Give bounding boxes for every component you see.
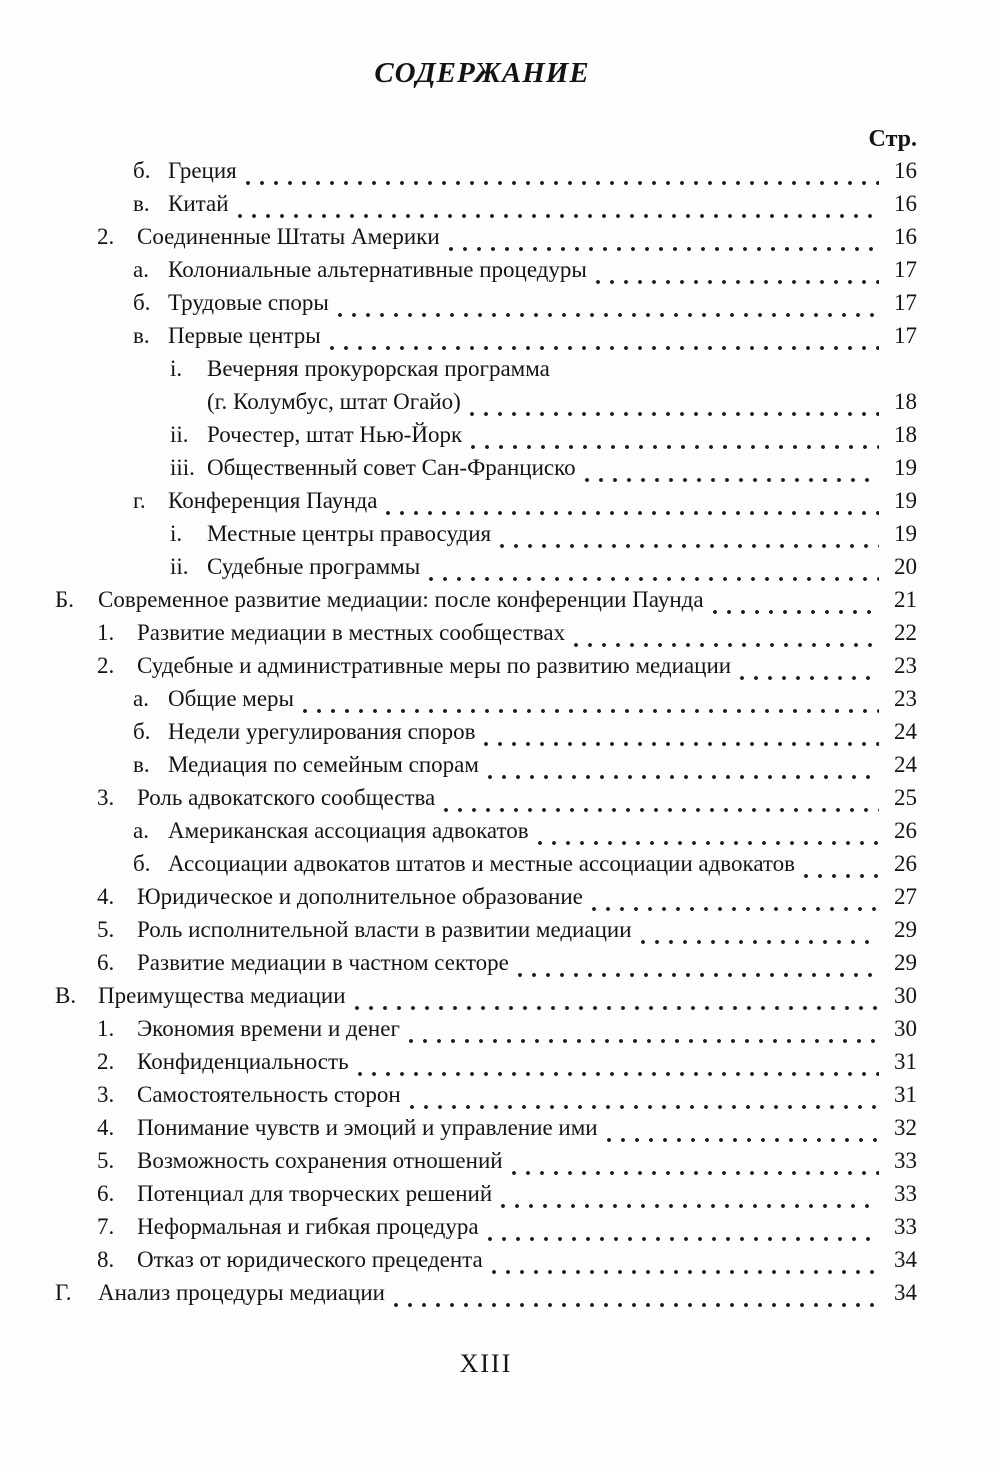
toc-entry-page-number: 20 — [894, 554, 917, 579]
toc-entry-title: Конфиденциальность — [137, 1049, 349, 1074]
toc-entry-label: в. — [133, 323, 150, 348]
toc-entry-title: Ассоциации адвокатов штатов и местные ассоциации адвокатов — [168, 851, 796, 876]
dot-leader — [338, 313, 879, 317]
toc-entry-label: i. — [170, 521, 183, 546]
toc-entry-label: а. — [133, 686, 149, 711]
toc-entry-page-number: 22 — [894, 620, 917, 645]
toc-entry-title: Роль адвокатского сообщества — [137, 785, 436, 810]
toc-entry-page-number: 16 — [894, 158, 917, 183]
dot-leader — [444, 808, 879, 812]
toc-entry-page-number: 27 — [894, 884, 917, 909]
toc-entry — [0, 1016, 917, 1049]
toc-entry — [0, 356, 917, 389]
toc-entry-label: б. — [133, 851, 151, 876]
toc-entry — [0, 686, 917, 719]
toc-entry-title: Развитие медиации в местных сообществах — [137, 620, 566, 645]
toc-entry-title: Трудовые споры — [168, 290, 329, 315]
toc-entry — [0, 752, 917, 785]
toc-entry-label: а. — [133, 257, 149, 282]
toc-entry — [0, 521, 917, 554]
toc-entry-title: Греция — [168, 158, 237, 183]
toc-entry-page-number: 21 — [894, 587, 917, 612]
toc-entry — [0, 1280, 917, 1313]
toc-entry-title: Рочестер, штат Нью-Йорк — [207, 422, 463, 447]
toc-entry-title: Китай — [168, 191, 229, 216]
toc-entry-page-number: 16 — [894, 224, 917, 249]
toc-entry-page-number: 29 — [894, 950, 917, 975]
dot-leader — [740, 676, 879, 680]
toc-entry — [0, 884, 917, 917]
dot-leader — [246, 181, 879, 185]
dot-leader — [592, 907, 879, 911]
toc-entry-label: 1. — [97, 620, 115, 645]
dot-leader — [596, 280, 879, 284]
toc-entry-label: 3. — [97, 1082, 115, 1107]
toc-entry-title: Развитие медиации в частном секторе — [137, 950, 509, 975]
toc-entry-page-number: 34 — [894, 1247, 917, 1272]
toc-entry-label: 6. — [97, 1181, 115, 1206]
toc-entry-label: б. — [133, 719, 151, 744]
toc-entry — [0, 554, 917, 587]
toc-entry-page-number: 24 — [894, 752, 917, 777]
toc-entry — [0, 422, 917, 455]
dot-leader — [238, 214, 880, 218]
toc-entry-page-number: 18 — [894, 389, 917, 414]
toc-entry-title: Общественный совет Сан-Франциско — [207, 455, 576, 480]
toc-entry-label: ii. — [170, 422, 189, 447]
toc-entry-page-number: 31 — [894, 1049, 917, 1074]
toc-entry-title: Юридическое и дополнительное образование — [137, 884, 583, 909]
dot-leader — [449, 247, 879, 251]
toc-entry — [0, 620, 917, 653]
toc-entry-label: iii. — [170, 455, 195, 480]
toc-entry-title: Экономия времени и денег — [137, 1016, 400, 1041]
dot-leader — [303, 709, 879, 713]
toc-entry-title: Конференция Паунда — [168, 488, 378, 513]
toc-entry-page-number: 19 — [894, 521, 917, 546]
page-column-label: Стр. — [868, 126, 917, 152]
dot-leader — [804, 874, 879, 878]
dot-leader — [409, 1039, 879, 1043]
page-title: СОДЕРЖАНИЕ — [374, 57, 590, 89]
toc-entry-title: Медиация по семейным спорам — [168, 752, 479, 777]
toc-entry-label: б. — [133, 290, 151, 315]
toc-entry-title: Отказ от юридического прецедента — [137, 1247, 483, 1272]
dot-leader — [488, 775, 879, 779]
dot-leader — [574, 643, 879, 647]
toc-entry — [0, 950, 917, 983]
toc-entry-title: Понимание чувств и эмоций и управление ими — [137, 1115, 598, 1140]
toc-entry-page-number: 23 — [894, 686, 917, 711]
toc-entry-label: 7. — [97, 1214, 115, 1239]
toc-entry-title: Современное развитие медиации: после конференции Паунда — [98, 587, 704, 612]
toc-entry-page-number: 33 — [894, 1214, 917, 1239]
toc-entry — [0, 1049, 917, 1082]
toc-entry-label: 5. — [97, 1148, 115, 1173]
toc-entry-label: В. — [55, 983, 77, 1008]
dot-leader — [488, 1237, 879, 1241]
toc-entry-title: Первые центры — [168, 323, 321, 348]
toc-entry-title: Вечерняя прокурорская программа — [207, 356, 550, 381]
toc-entry — [0, 1082, 917, 1115]
toc-entry-page-number: 24 — [894, 719, 917, 744]
dot-leader — [501, 1204, 879, 1208]
toc-entry-label: 4. — [97, 884, 115, 909]
dot-leader — [355, 1006, 879, 1010]
toc-entry-page-number: 30 — [894, 983, 917, 1008]
toc-entry — [0, 785, 917, 818]
toc-entry-page-number: 32 — [894, 1115, 917, 1140]
toc-entry — [0, 818, 917, 851]
toc-entry-label: Б. — [55, 587, 74, 612]
dot-leader — [330, 346, 879, 350]
toc-entry-title: (г. Колумбус, штат Огайо) — [207, 389, 461, 414]
toc-entry — [0, 1148, 917, 1181]
toc-entry-page-number: 19 — [894, 488, 917, 513]
toc-entry-page-number: 17 — [894, 323, 917, 348]
toc-entry-page-number: 26 — [894, 818, 917, 843]
toc-entry-title: Американская ассоциация адвокатов — [168, 818, 529, 843]
toc-entry-label: ii. — [170, 554, 189, 579]
toc-entry — [0, 1115, 917, 1148]
toc-entry-page-number: 17 — [894, 290, 917, 315]
toc-entry-label: Г. — [55, 1280, 72, 1305]
toc-entry-page-number: 19 — [894, 455, 917, 480]
toc-entry-page-number: 34 — [894, 1280, 917, 1305]
toc-entry — [0, 488, 917, 521]
toc-entry-label: 8. — [97, 1247, 115, 1272]
toc-entry-title: Самостоятельность сторон — [137, 1082, 401, 1107]
toc-entry-title: Анализ процедуры медиации — [98, 1280, 385, 1305]
toc-entry-title: Общие меры — [168, 686, 295, 711]
toc-entry-label: 3. — [97, 785, 115, 810]
toc-entry-page-number: 25 — [894, 785, 917, 810]
toc-entry-page-number: 30 — [894, 1016, 917, 1041]
toc-entry-page-number: 23 — [894, 653, 917, 678]
dot-leader — [492, 1270, 879, 1274]
dot-leader — [518, 973, 879, 977]
toc-entry — [0, 257, 917, 290]
toc-entry-page-number: 18 — [894, 422, 917, 447]
toc-entry — [0, 851, 917, 884]
dot-leader — [538, 841, 879, 845]
toc-entry — [0, 1181, 917, 1214]
toc-entry — [0, 983, 917, 1016]
toc-entry-title: Местные центры правосудия — [207, 521, 492, 546]
toc-entry-title: Колониальные альтернативные процедуры — [168, 257, 587, 282]
toc-entry — [0, 323, 917, 356]
toc-entry-page-number: 17 — [894, 257, 917, 282]
dot-leader — [512, 1171, 879, 1175]
toc-entry-label: 2. — [97, 224, 115, 249]
toc-entry — [0, 158, 917, 191]
toc-entry-label: 2. — [97, 653, 115, 678]
toc-entry-page-number: 33 — [894, 1181, 917, 1206]
toc-entry-page-number: 29 — [894, 917, 917, 942]
toc-entry-title: Недели урегулирования споров — [168, 719, 476, 744]
footer-page-number: XIII — [459, 1349, 513, 1378]
dot-leader — [484, 742, 879, 746]
dot-leader — [585, 478, 879, 482]
dot-leader — [607, 1138, 879, 1142]
table-of-contents — [0, 158, 1000, 1313]
dot-leader — [386, 511, 879, 515]
toc-entry-title: Потенциал для творческих решений — [137, 1181, 493, 1206]
toc-entry-title: Роль исполнительной власти в развитии медиации — [137, 917, 632, 942]
toc-entry-title: Соединенные Штаты Америки — [137, 224, 440, 249]
toc-entry-title: Судебные и административные меры по развитию медиации — [137, 653, 732, 678]
toc-entry — [0, 917, 917, 950]
toc-entry — [0, 191, 917, 224]
toc-entry — [0, 290, 917, 323]
toc-entry — [0, 224, 917, 257]
dot-leader — [470, 412, 879, 416]
dot-leader — [713, 610, 879, 614]
toc-entry-page-number: 31 — [894, 1082, 917, 1107]
toc-entry-title: Неформальная и гибкая процедура — [137, 1214, 479, 1239]
toc-entry-page-number: 33 — [894, 1148, 917, 1173]
toc-entry-page-number: 26 — [894, 851, 917, 876]
toc-entry — [0, 455, 917, 488]
dot-leader — [500, 544, 879, 548]
dot-leader — [358, 1072, 879, 1076]
toc-entry-label: г. — [133, 488, 146, 513]
toc-entry-title: Судебные программы — [207, 554, 421, 579]
dot-leader — [410, 1105, 879, 1109]
toc-entry — [0, 719, 917, 752]
dot-leader — [394, 1303, 879, 1307]
toc-entry-label: 5. — [97, 917, 115, 942]
toc-entry-label: б. — [133, 158, 151, 183]
dot-leader — [471, 445, 879, 449]
toc-entry-label: i. — [170, 356, 183, 381]
toc-entry-label: 6. — [97, 950, 115, 975]
toc-entry-label: 4. — [97, 1115, 115, 1140]
toc-entry-label: а. — [133, 818, 149, 843]
toc-entry — [0, 653, 917, 686]
toc-entry-title: Преимущества медиации — [98, 983, 346, 1008]
dot-leader — [429, 577, 879, 581]
dot-leader — [641, 940, 880, 944]
toc-entry-label: 2. — [97, 1049, 115, 1074]
toc-entry — [0, 587, 917, 620]
toc-entry-label: в. — [133, 752, 150, 777]
toc-entry — [0, 389, 917, 422]
toc-entry-label: в. — [133, 191, 150, 216]
toc-entry — [0, 1214, 917, 1247]
toc-entry-title: Возможность сохранения отношений — [137, 1148, 503, 1173]
toc-entry — [0, 1247, 917, 1280]
toc-entry-page-number: 16 — [894, 191, 917, 216]
toc-entry-label: 1. — [97, 1016, 115, 1041]
